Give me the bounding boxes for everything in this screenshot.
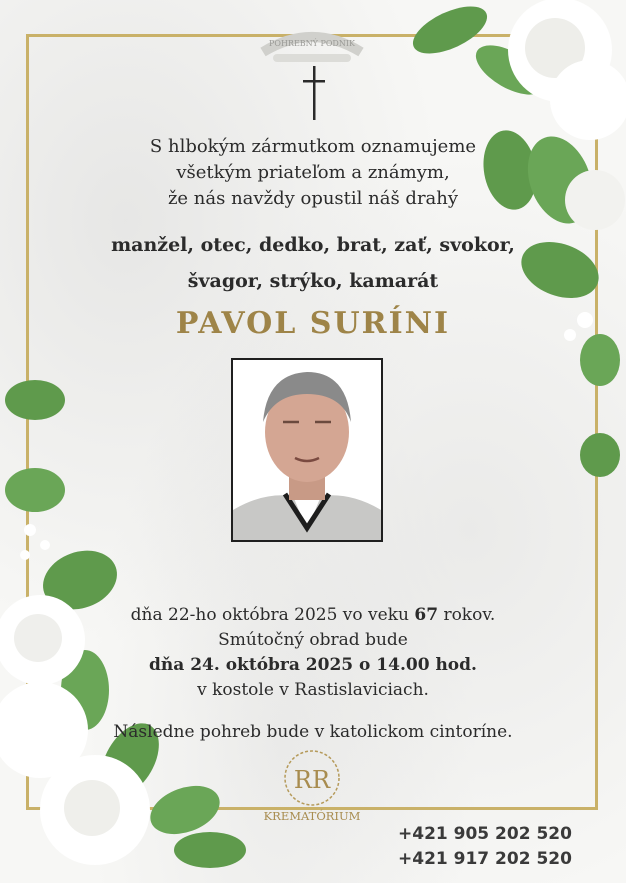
logo-name: KREMATÓRIUM xyxy=(263,809,361,823)
logo-monogram: RR xyxy=(293,766,331,794)
crematorium-logo xyxy=(256,748,368,828)
firm-name-text: POHREBNÝ PODNIK xyxy=(269,39,355,48)
intro-text xyxy=(0,134,626,212)
death-date-text: dňa 22-ho októbra 2025 vo veku xyxy=(130,605,415,625)
intro-line-3: že nás navždy opustil náš drahý xyxy=(167,188,459,209)
death-date-line xyxy=(0,603,626,628)
funeral-firm-emblem xyxy=(253,22,371,66)
relations-line-1: manžel, otec, dedko, brat, zať, svokor, xyxy=(111,234,515,256)
intro-line-1: S hlbokým zármutkom oznamujeme xyxy=(149,136,477,157)
family-relations xyxy=(0,227,626,299)
ceremony-date: dňa 24. októbra 2025 o 14.00 hod. xyxy=(149,655,477,675)
phone-number-2[interactable]: +421 917 202 520 xyxy=(398,849,572,869)
deceased-photo xyxy=(231,358,383,542)
burial-note: Následne pohreb bude v katolickom cintoríne. xyxy=(113,722,513,742)
cross-icon xyxy=(303,66,325,120)
ceremony-location: v kostole v Rastislaviciach. xyxy=(197,680,429,700)
death-date-suffix: rokov. xyxy=(438,605,496,625)
ceremony-label: Smútočný obrad bude xyxy=(218,630,408,650)
portrait-image xyxy=(233,360,381,540)
death-and-ceremony-details xyxy=(0,603,626,703)
relations-line-2: švagor, strýko, kamarát xyxy=(187,270,439,292)
phone-number-1[interactable]: +421 905 202 520 xyxy=(398,824,572,844)
intro-line-2: všetkým priateľom a známym, xyxy=(176,162,450,183)
age-value: 67 xyxy=(414,605,439,625)
contact-phones xyxy=(398,822,572,872)
deceased-name: PAVOL SURÍNI xyxy=(175,306,451,341)
